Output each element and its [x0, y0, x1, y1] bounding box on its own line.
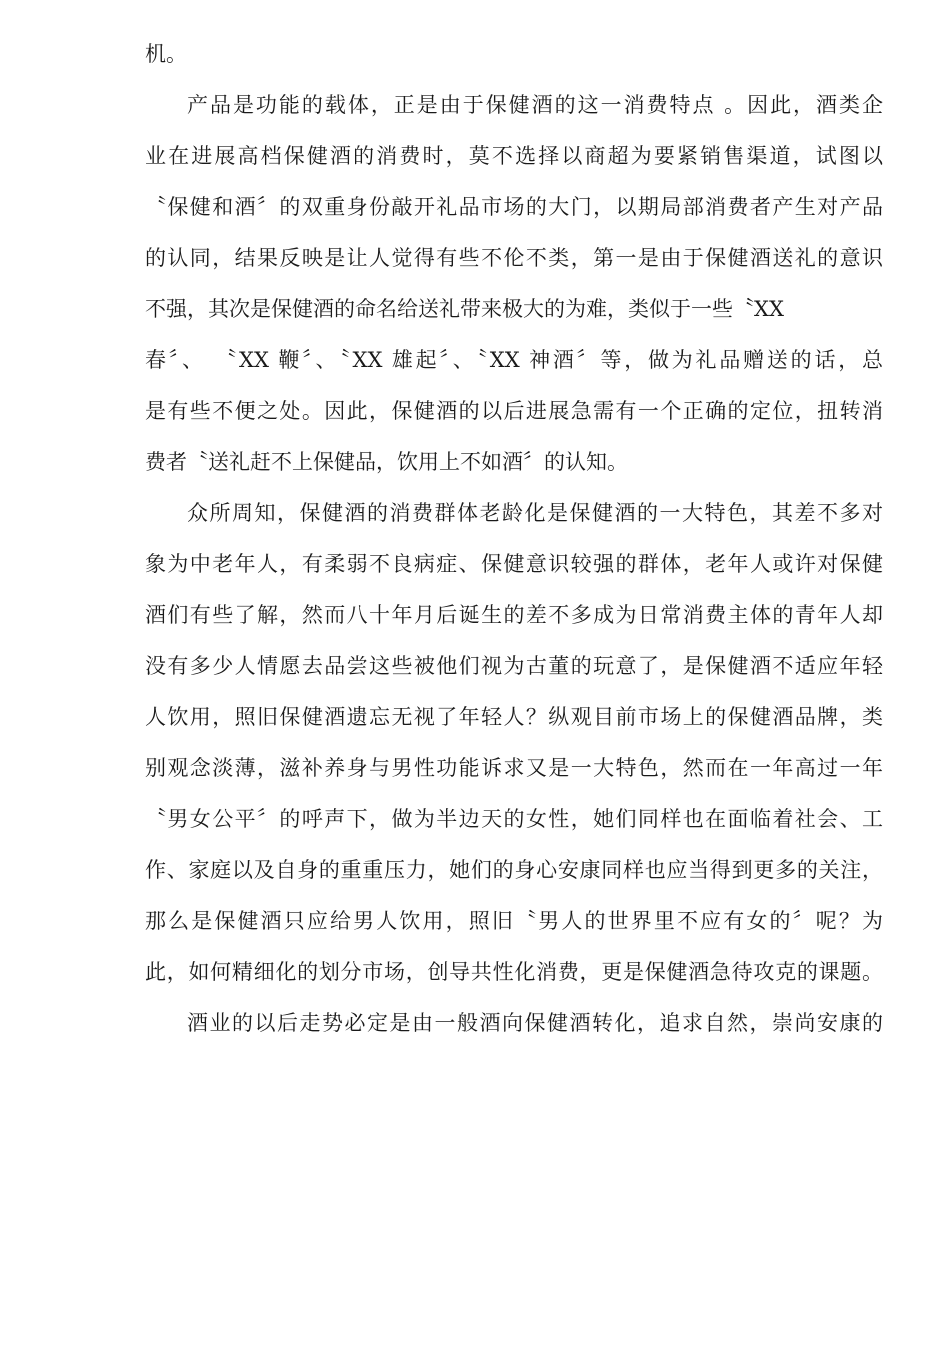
- text-line: 象为中老年人，有柔弱不良病症、保健意识较强的群体，老年人或许对保健: [145, 552, 883, 576]
- text-line: 是有些不便之处。因此，保健酒的以后进展急需有一个正确的定位，扭转消: [145, 399, 883, 423]
- text-line: 众所周知，保健酒的消费群体老龄化是保健酒的一大特色，其差不多对: [187, 501, 883, 525]
- text-line: 作、家庭以及自身的重重压力，她们的身心安康同样也应当得到更多的关注，: [145, 858, 883, 882]
- text-line: 别观念淡薄，滋补养身与男性功能诉求又是一大特色，然而在一年高过一年: [145, 756, 883, 780]
- text-line: 产品是功能的载体，正是由于保健酒的这一消费特点 。因此，酒类企: [187, 93, 883, 117]
- text-line: 〝保健和酒〞的双重身份敲开礼品市场的大门，以期局部消费者产生对产品: [145, 195, 883, 219]
- text-line: 费者〝送礼赶不上保健品，饮用上不如酒〞的认知。: [145, 450, 628, 474]
- text-line: 〝男女公平〞的呼声下，做为半边天的女性，她们同样也在面临着社会、工: [145, 807, 883, 831]
- text-line: 酒业的以后走势必定是由一般酒向保健酒转化，追求自然，崇尚安康的: [187, 1011, 883, 1035]
- text-line: 的认同，结果反映是让人觉得有些不伦不类，第一是由于保健酒送礼的意识: [145, 246, 883, 270]
- text-line: 没有多少人情愿去品尝这些被他们视为古董的玩意了，是保健酒不适应年轻: [145, 654, 883, 678]
- text-line: 不强，其次是保健酒的命名给送礼带来极大的为难，类似于一些〝XX: [145, 297, 784, 321]
- text-line: 业在进展高档保健酒的消费时，莫不选择以商超为要紧销售渠道，试图以: [145, 144, 883, 168]
- text-line: 那么是保健酒只应给男人饮用，照旧〝男人的世界里不应有女的〞呢？为: [145, 909, 883, 933]
- text-line: 春〞、 〝XX 鞭〞、〝XX 雄起〞、〝XX 神酒〞等，做为礼品赠送的话，总: [145, 348, 883, 372]
- text-line: 酒们有些了解，然而八十年月后诞生的差不多成为日常消费主体的青年人却: [145, 603, 883, 627]
- text-line: 此，如何精细化的划分市场，创导共性化消费，更是保健酒急待攻克的课题。: [145, 960, 883, 984]
- text-line: 人饮用，照旧保健酒遗忘无视了年轻人？纵观目前市场上的保健酒品牌，类: [145, 705, 883, 729]
- text-line: 机。: [145, 42, 187, 66]
